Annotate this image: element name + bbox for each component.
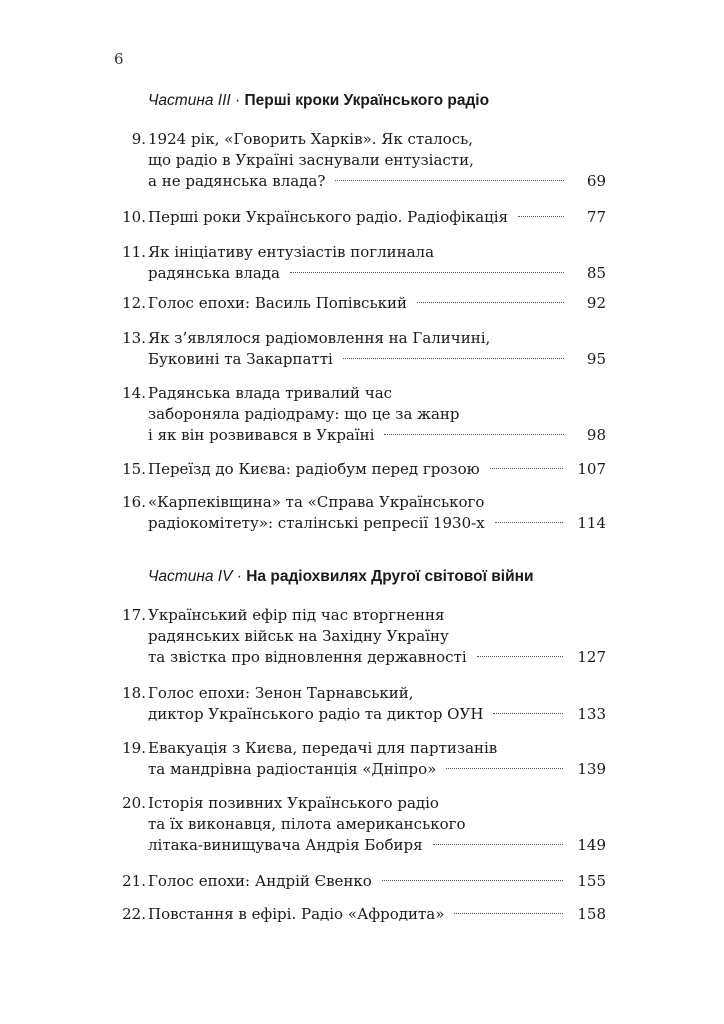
entry-page: 114 <box>577 514 606 532</box>
leader-dots <box>490 468 564 469</box>
entry-title-line: Голос епохи: Василь Попівський <box>148 294 407 312</box>
entry-title-line: радіокомітету»: сталінські репресії 1930-х <box>148 514 485 532</box>
entry-title-line: Радянська влада тривалий час <box>148 384 393 402</box>
entry-page: 139 <box>577 760 606 778</box>
entry-title-line: та мандрівна радіостанція «Дніпро» <box>148 760 437 778</box>
entry-title-line: 1924 рік, «Говорить Харків». Як сталось, <box>148 130 474 148</box>
leader-dots <box>493 713 563 714</box>
entry-title-line: Як ініціативу ентузіастів поглинала <box>148 243 435 261</box>
entry-number: 20. <box>122 794 146 812</box>
leader-dots <box>518 216 564 217</box>
entry-page: 158 <box>577 905 606 923</box>
leader-dots <box>454 913 563 914</box>
entry-number: 14. <box>122 384 146 402</box>
part-heading <box>148 568 534 586</box>
entry-page: 98 <box>586 426 606 444</box>
leader-dots <box>495 522 564 523</box>
entry-number: 11. <box>122 243 146 261</box>
entry-title-line: Голос епохи: Зенон Тарнавський, <box>148 684 414 702</box>
entry-title-line: та звістка про відновлення державності <box>148 648 467 666</box>
leader-dots <box>433 844 564 845</box>
entry-title-line: Евакуація з Києва, передачі для партизанів <box>148 739 498 757</box>
entry-number: 15. <box>122 460 146 478</box>
entry-title-line: диктор Українського радіо та диктор ОУН <box>148 705 484 723</box>
leader-dots <box>384 434 564 435</box>
entry-title-line: «Карпеківщина» та «Справа Українського <box>148 493 485 511</box>
part-title: Перші кроки Українського радіо <box>244 92 490 109</box>
entry-number: 10. <box>122 208 146 226</box>
entry-page: 69 <box>586 172 606 190</box>
entry-title-line: Український ефір під час вторгнення <box>148 606 445 624</box>
part-label: Частина III · <box>148 92 241 109</box>
leader-dots <box>417 302 564 303</box>
leader-dots <box>477 656 564 657</box>
entry-page: 149 <box>577 836 606 854</box>
part-title: На радіохвилях Другої світової війни <box>246 568 534 585</box>
part-heading <box>148 92 489 110</box>
entry-title-line: Переїзд до Києва: радіобум перед грозою <box>148 460 480 478</box>
entry-number: 19. <box>122 739 146 757</box>
entry-number: 17. <box>122 606 146 624</box>
entry-title-line: Історія позивних Українського радіо <box>148 794 439 812</box>
leader-dots <box>382 880 564 881</box>
entry-title-line: забороняла радіодраму: що це за жанр <box>148 405 460 423</box>
entry-title-line: та їх виконавця, пілота американського <box>148 815 466 833</box>
entry-title-line: Буковині та Закарпатті <box>148 350 333 368</box>
part-label: Частина IV · <box>148 568 242 585</box>
entry-number: 21. <box>122 872 146 890</box>
entry-number: 18. <box>122 684 146 702</box>
entry-title-line: Як з’являлося радіомовлення на Галичині, <box>148 329 491 347</box>
leader-dots <box>446 768 563 769</box>
entry-title-line: радянська влада <box>148 264 280 282</box>
entry-number: 9. <box>131 130 146 148</box>
entry-title-line: радянських військ на Західну Україну <box>148 627 449 645</box>
leader-dots <box>335 180 564 181</box>
entry-page: 127 <box>577 648 606 666</box>
entry-page: 95 <box>586 350 606 368</box>
entry-number: 13. <box>122 329 146 347</box>
entry-number: 12. <box>122 294 146 312</box>
entry-title-line: і як він розвивався в Україні <box>148 426 375 444</box>
entry-title-line: Повстання в ефірі. Радіо «Афродита» <box>148 905 445 923</box>
leader-dots <box>343 358 564 359</box>
entry-number: 22. <box>122 905 146 923</box>
entry-title-line: Перші роки Українського радіо. Радіофікація <box>148 208 509 226</box>
entry-title-line: що радіо в Україні заснували ентузіасти, <box>148 151 474 169</box>
leader-dots <box>290 272 564 273</box>
entry-title-line: а не радянська влада? <box>148 172 326 190</box>
entry-title-line: Голос епохи: Андрій Євенко <box>148 872 372 890</box>
entry-page: 77 <box>586 208 606 226</box>
entry-page: 107 <box>577 460 606 478</box>
entry-title-line: літака-винищувача Андрія Бобиря <box>148 836 423 854</box>
entry-page: 85 <box>586 264 606 282</box>
entry-number: 16. <box>122 493 146 511</box>
entry-page: 92 <box>586 294 606 312</box>
entry-page: 133 <box>577 705 606 723</box>
entry-page: 155 <box>577 872 606 890</box>
page-number: 6 <box>114 50 124 68</box>
